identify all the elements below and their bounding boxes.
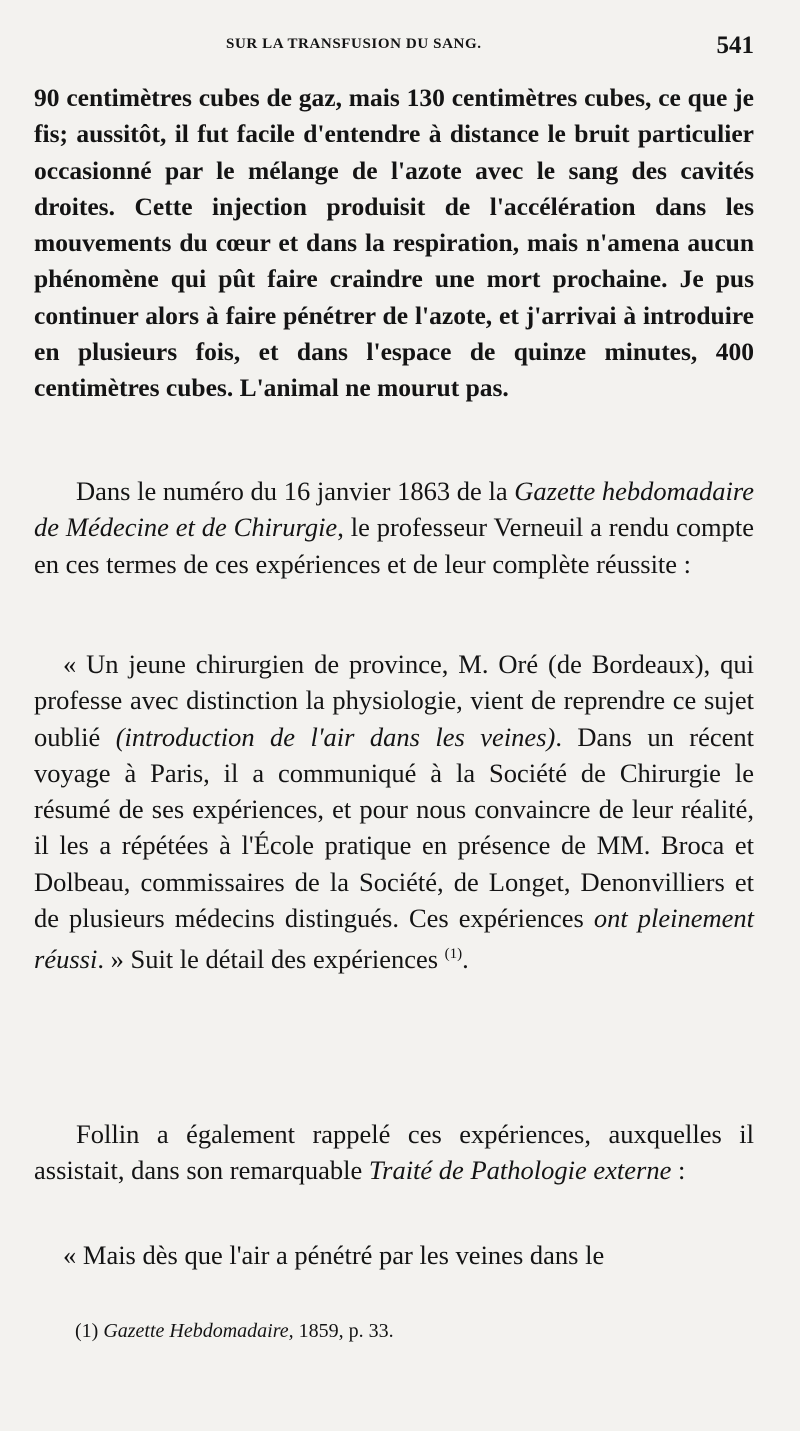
paragraph-4: [34, 1116, 754, 1189]
quote-italic-1: (introduction de l'air dans les veines): [115, 721, 556, 752]
paragraph-5-quote: « Mais dès que l'air a pénétré par les veines dans le: [63, 1240, 605, 1270]
treatise-title: Traité de Pathologie externe: [368, 1155, 672, 1186]
quote-text-3: . » Suit le détail des expériences: [97, 944, 445, 975]
footnote-citation: 1859, p. 33.: [293, 1320, 394, 1342]
paragraph-2-text: Dans le numéro du 16 janvier 1863 de la: [76, 476, 515, 506]
paragraph-2-text-end: , le professeur Verneuil a rendu compte en ces termes de ces expériences et de leur complète réussite :: [34, 512, 754, 579]
quote-text-1: « Un jeune chirurgien de province, M. Oré (de Bordeaux), qui professe avec distinction la physiologie, vient de reprendre ce sujet oublié: [34, 649, 754, 752]
footnote: [75, 1320, 394, 1343]
page-header: [34, 34, 754, 64]
paragraph-3-quote: [34, 646, 754, 978]
quote-text-2: . Dans un récent voyage à Paris, il a communiqué à la Société de Chirurgie le résumé de ses expériences, et pour nous convaincre de leur réalité, il les a répétées à l'École pratique en présence de MM. Broca et Dolbeau, commissaires de la Société, de Longet, Denonvilliers et de plusieurs médecins distingués. Ces expériences: [34, 721, 755, 934]
paragraph-2: [34, 473, 754, 582]
footnote-reference: (1): [444, 946, 463, 963]
quote-italic-2: ont pleinement réussi: [34, 903, 754, 975]
journal-title: Gazette hebdomadaire de Médecine et de Chirurgie: [34, 476, 754, 543]
paragraph-4-text: Follin a également rappelé ces expériences, auxquelles il assistait, dans son remarquable: [34, 1119, 754, 1186]
paragraph-4-text-end: :: [671, 1155, 686, 1186]
running-head: SUR LA TRANSFUSION DU SANG.: [226, 36, 482, 52]
page-number: 541: [716, 32, 754, 59]
paragraph-1: 90 centimètres cubes de gaz, mais 130 centimètres cubes, ce que je fis; aussitôt, il fut facile d'entendre à distance le bruit particulier occasionné par le mélange de l'azote avec le sang des cavités droites. Cette injection produisit de l'accélération dans les mouvements du cœur et dans la respiration, mais n'amena aucun phénomène qui pût faire craindre une mort prochaine. Je pus continuer alors à faire pénétrer de l'azote, et j'arrivai à introduire en plusieurs fois, et dans l'espace de quinze minutes, 400 centimètres cubes. L'animal ne mourut pas.: [34, 83, 754, 403]
quote-text-4: .: [462, 944, 469, 975]
footnote-source: Gazette Hebdomadaire,: [103, 1320, 294, 1342]
footnote-marker: (1): [75, 1320, 99, 1342]
